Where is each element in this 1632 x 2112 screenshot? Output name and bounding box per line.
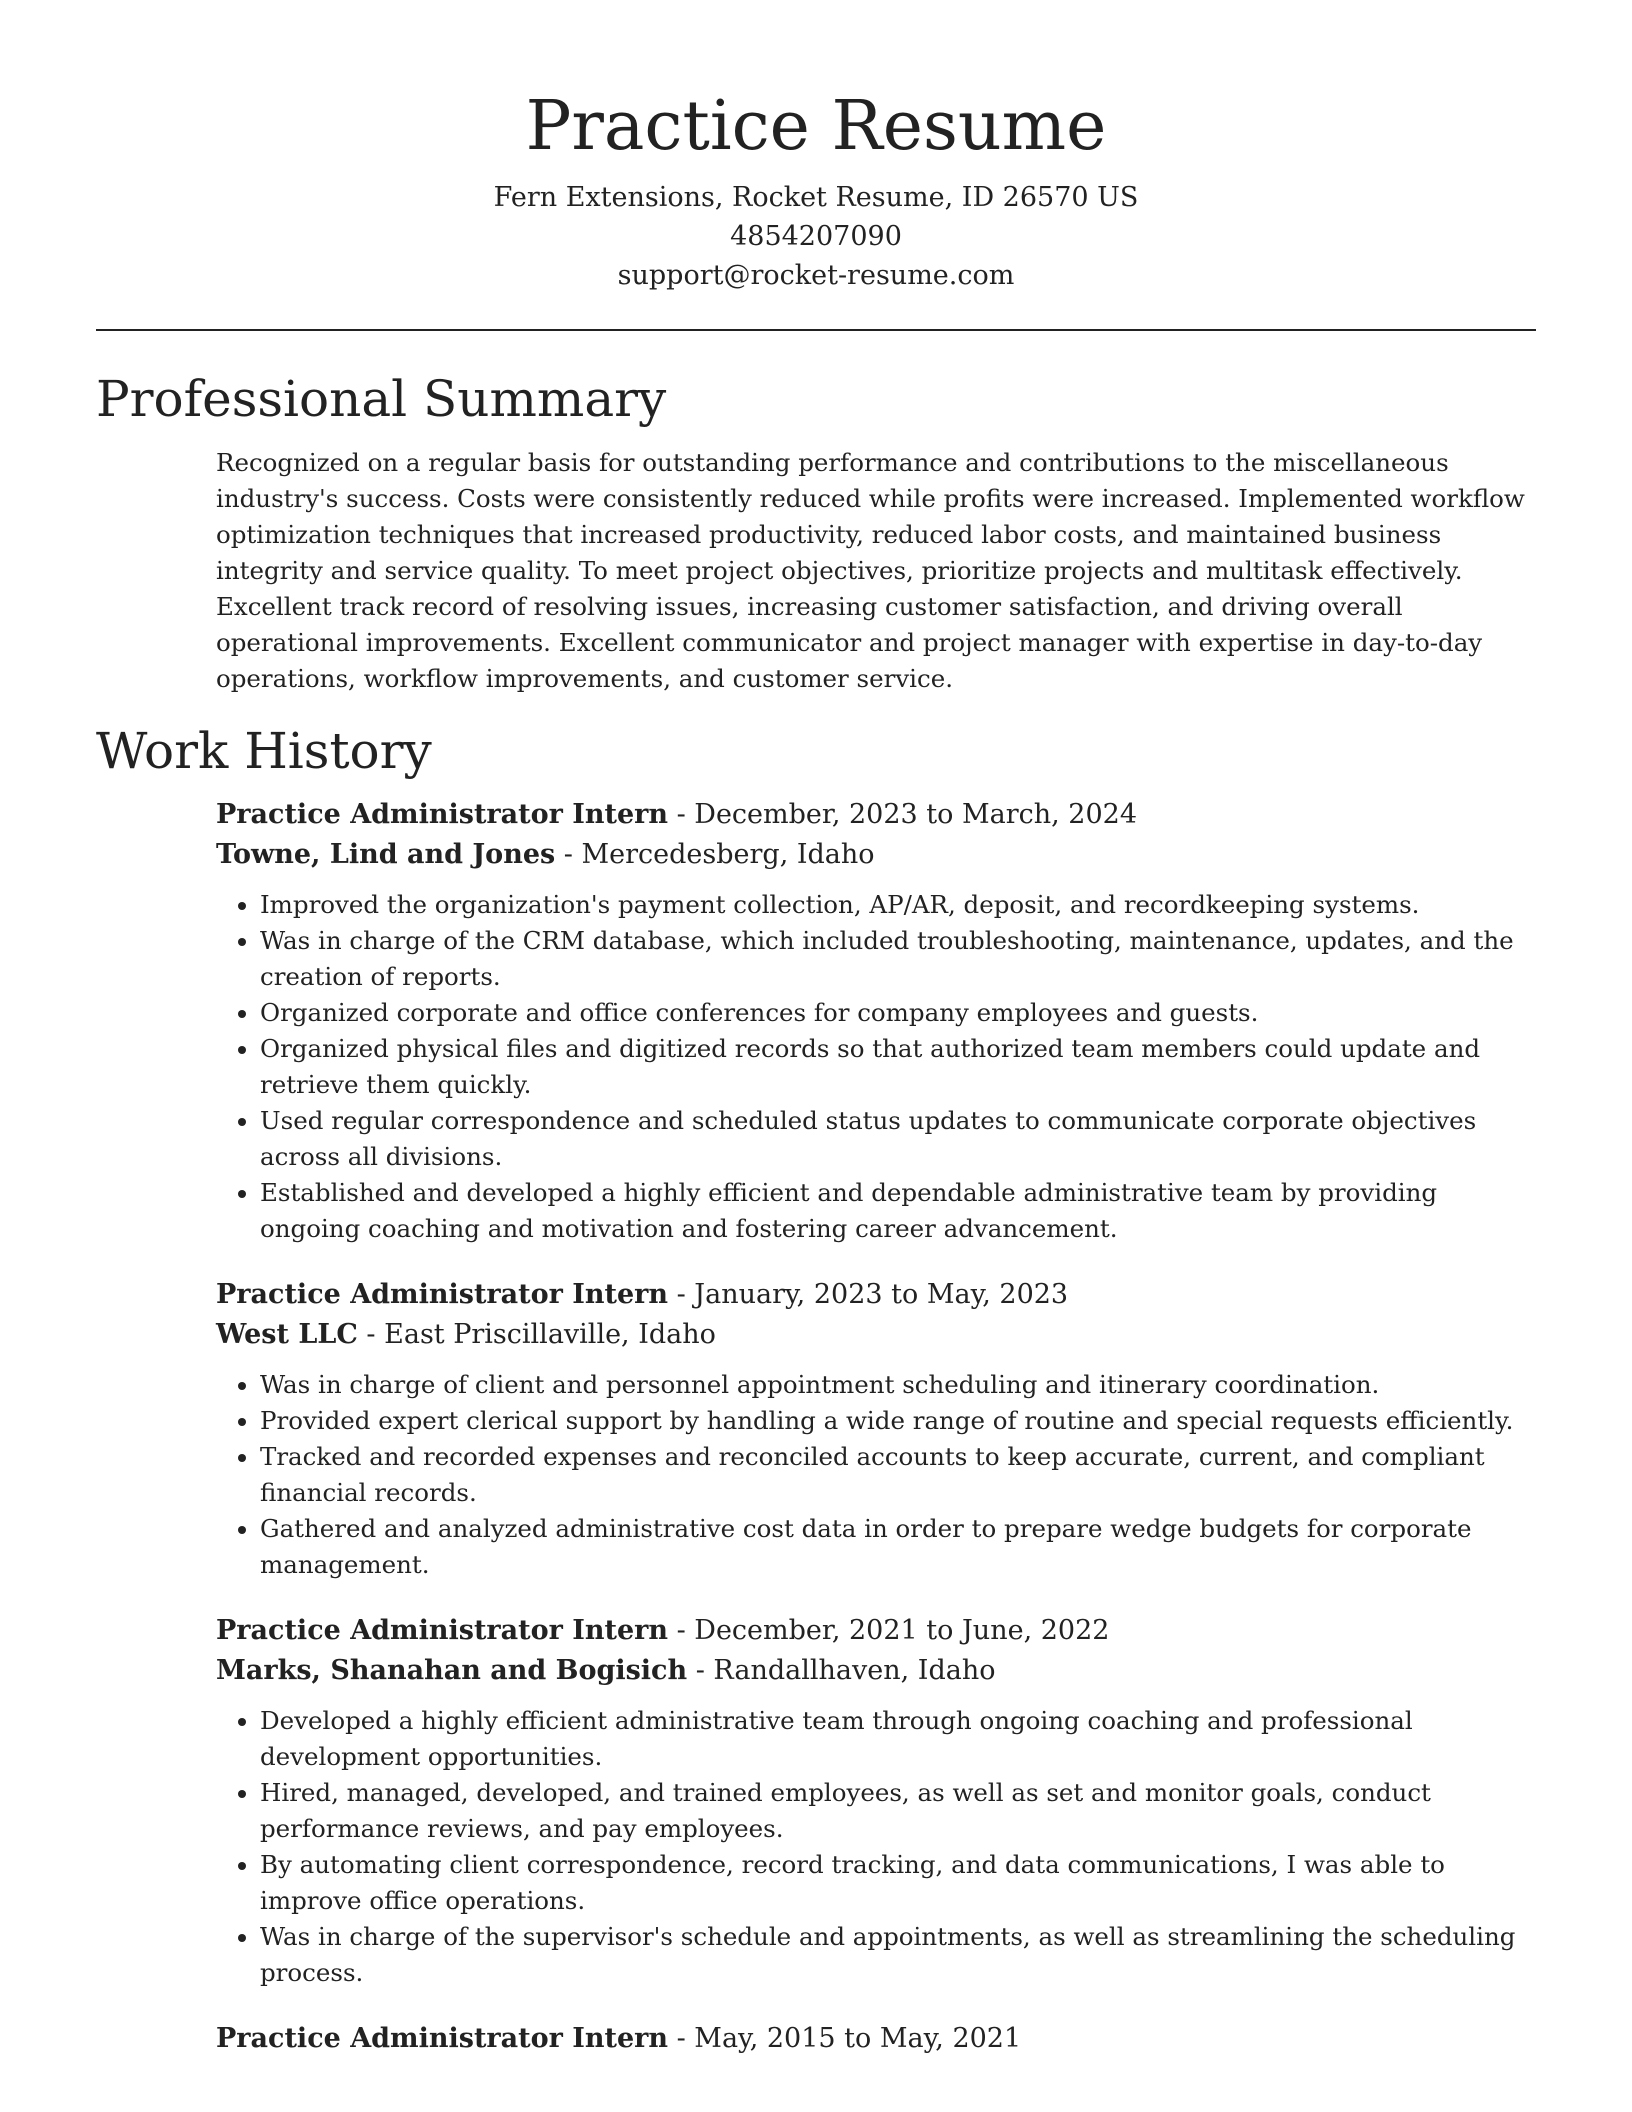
job-title-line bbox=[216, 1611, 1536, 1651]
job-company: Marks, Shanahan and Bogisich bbox=[216, 1655, 688, 1686]
job-role: Practice Administrator Intern bbox=[216, 1615, 669, 1646]
job-bullets bbox=[216, 887, 1536, 1247]
job-bullet: • Was in charge of the supervisor's schedule and appointments, as well as streamlining the scheduling process. bbox=[260, 1919, 1536, 1991]
job-entry bbox=[216, 1611, 1536, 1991]
job-role: Practice Administrator Intern bbox=[216, 2023, 669, 2054]
contact-block bbox=[96, 178, 1536, 295]
job-bullet: • Was in charge of the CRM database, which included troubleshooting, maintenance, updates, and the creation of reports. bbox=[260, 923, 1536, 995]
job-company: Towne, Lind and Jones bbox=[216, 839, 556, 870]
contact-address: Fern Extensions, Rocket Resume, ID 26570 US bbox=[493, 182, 1139, 213]
resume-name: Practice Resume bbox=[525, 87, 1107, 166]
job-bullet: • Tracked and recorded expenses and reconciled accounts to keep accurate, current, and compliant financial records. bbox=[260, 1439, 1536, 1511]
job-location: - East Priscillaville, Idaho bbox=[357, 1319, 716, 1350]
job-company-line bbox=[216, 1651, 1536, 1691]
contact-phone: 4854207090 bbox=[730, 221, 902, 252]
job-bullet: • Developed a highly efficient administrative team through ongoing coaching and professional development opportunities. bbox=[260, 1703, 1536, 1775]
job-dates: - January, 2023 to May, 2023 bbox=[668, 1279, 1069, 1310]
summary-heading: Professional Summary bbox=[96, 370, 667, 428]
job-dates: - December, 2021 to June, 2022 bbox=[668, 1615, 1110, 1646]
job-title-line bbox=[216, 795, 1536, 835]
work-history-heading: Work History bbox=[96, 722, 432, 780]
job-bullet: • Hired, managed, developed, and trained employees, as well as set and monitor goals, conduct performance reviews, and pay employees. bbox=[260, 1775, 1536, 1847]
job-bullet: • Established and developed a highly efficient and dependable administrative team by providing ongoing coaching and motivation and fostering career advancement. bbox=[260, 1175, 1536, 1247]
job-bullets bbox=[216, 1367, 1536, 1583]
job-bullet: • Organized physical files and digitized records so that authorized team members could update and retrieve them quickly. bbox=[260, 1031, 1536, 1103]
job-title-line bbox=[216, 2019, 1536, 2059]
summary-text: Recognized on a regular basis for outstanding performance and contributions to the miscellaneous industry's success. Costs were consistently reduced while profits were increased. Implemented workflow optimization techniques that increased productivity, reduced labor costs, and maintained business integrity and service quality. To meet project objectives, prioritize projects and multitask effectively. Excellent track record of resolving issues, increasing customer satisfaction, and driving overall operational improvements. Excellent communicator and project manager with expertise in day-to-day operations, workflow improvements, and customer service. bbox=[216, 448, 1525, 693]
job-company: West LLC bbox=[216, 1319, 358, 1350]
job-location: - Randallhaven, Idaho bbox=[687, 1655, 996, 1686]
job-bullet: • Was in charge of client and personnel appointment scheduling and itinerary coordination. bbox=[260, 1367, 1536, 1403]
job-bullet: • Provided expert clerical support by handling a wide range of routine and special requests efficiently. bbox=[260, 1403, 1536, 1439]
job-bullet: • By automating client correspondence, record tracking, and data communications, I was able to improve office operations. bbox=[260, 1847, 1536, 1919]
job-dates: - December, 2023 to March, 2024 bbox=[668, 799, 1138, 830]
job-company-line bbox=[216, 1315, 1536, 1355]
job-title-line bbox=[216, 1275, 1536, 1315]
job-bullet: • Gathered and analyzed administrative cost data in order to prepare wedge budgets for corporate management. bbox=[260, 1511, 1536, 1583]
job-role: Practice Administrator Intern bbox=[216, 799, 669, 830]
header-divider bbox=[96, 329, 1536, 331]
job-bullet: • Used regular correspondence and scheduled status updates to communicate corporate objectives across all divisions. bbox=[260, 1103, 1536, 1175]
job-entry bbox=[216, 2019, 1536, 2059]
job-role: Practice Administrator Intern bbox=[216, 1279, 669, 1310]
job-location: - Mercedesberg, Idaho bbox=[555, 839, 875, 870]
job-bullets bbox=[216, 1703, 1536, 1991]
job-entry bbox=[216, 1275, 1536, 1583]
job-entry bbox=[216, 795, 1536, 1247]
job-bullet: • Organized corporate and office conferences for company employees and guests. bbox=[260, 995, 1536, 1031]
job-company-line bbox=[216, 835, 1536, 875]
job-bullet: • Improved the organization's payment collection, AP/AR, deposit, and recordkeeping systems. bbox=[260, 887, 1536, 923]
job-dates: - May, 2015 to May, 2021 bbox=[668, 2023, 1022, 2054]
contact-email: support@rocket-resume.com bbox=[617, 260, 1015, 291]
resume-header bbox=[96, 0, 1536, 295]
